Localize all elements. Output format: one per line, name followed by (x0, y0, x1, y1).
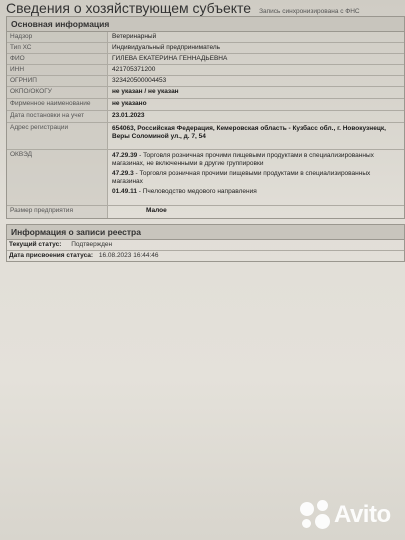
row-value: Индивидуальный предприниматель (112, 44, 221, 51)
row-address (7, 123, 404, 150)
registry-info-table (6, 224, 405, 262)
status-label: Текущий статус: (9, 241, 62, 248)
row-value: 421705371200 (112, 66, 156, 73)
okved-item (112, 152, 400, 168)
row-okpo (7, 87, 404, 99)
row-value: Ветеринарный (112, 33, 157, 40)
row-size (7, 206, 404, 218)
row-label: Дата постановки на учет (7, 111, 108, 122)
row-value: Малое (146, 207, 167, 214)
row-label: Тип ХС (7, 43, 108, 53)
document-header (6, 0, 401, 14)
avito-logo-icon (300, 500, 330, 530)
row-value: не указано (112, 100, 147, 107)
okved-code: 47.29.3 (112, 170, 134, 177)
status-date-label: Дата присвоения статуса: (9, 252, 94, 259)
status-row (7, 240, 404, 251)
row-label: ОКПО/ОКОГУ (7, 87, 108, 98)
row-label: Фирменное наименование (7, 99, 108, 110)
row-nadzor (7, 32, 404, 43)
okved-text: - Торговля розничная прочими пищевыми продуктами в специализированных магазинах (112, 170, 371, 185)
row-value: ГИЛЕВА ЕКАТЕРИНА ГЕННАДЬЕВНА (112, 55, 228, 62)
row-label: ОГРНИП (7, 76, 108, 86)
row-value: 654063, Российская Федерация, Кемеровская область - Кузбасс обл., г. Новокузнецк, Веры Соломиной ул., д. 7, 54 (112, 125, 386, 140)
row-label: Размер предприятия (7, 206, 108, 218)
avito-watermark (300, 500, 391, 530)
row-fio (7, 54, 404, 65)
okved-item (112, 170, 400, 186)
row-value: не указан / не указан (112, 88, 179, 95)
okved-list (108, 150, 404, 205)
section-title-main-info: Основная информация (7, 17, 404, 32)
row-okved (7, 150, 404, 206)
row-ogrnip (7, 76, 404, 87)
status-date-row (7, 251, 404, 261)
row-inn (7, 65, 404, 76)
okved-code: 47.29.39 (112, 152, 138, 159)
row-label: Адрес регистрации (7, 123, 108, 149)
sync-note: Запись синхронизирована с ФНС (259, 8, 360, 15)
row-label: ФИО (7, 54, 108, 64)
main-info-table (6, 16, 405, 219)
row-value: 23.01.2023 (112, 112, 145, 119)
page-title: Сведения о хозяйствующем субъекте (6, 0, 252, 16)
okved-text: - Пчеловодство медового направления (138, 188, 257, 195)
status-date-value: 16.08.2023 16:44:46 (98, 252, 159, 259)
row-label: Надзор (7, 32, 108, 42)
okved-item (112, 188, 400, 196)
row-value: 323420500004453 (112, 77, 167, 84)
section-title-registry: Информация о записи реестра (7, 225, 404, 240)
row-label: ИНН (7, 65, 108, 75)
okved-text: - Торговля розничная прочими пищевыми продуктами в специализированных магазинах, не включенными в другие группировки (112, 152, 374, 167)
okved-code: 01.49.11 (112, 188, 137, 195)
row-firm-name (7, 99, 404, 111)
status-badge: Подтвержден (71, 241, 113, 248)
row-reg-date (7, 111, 404, 123)
row-label: ОКВЭД (7, 150, 108, 205)
row-type (7, 43, 404, 54)
avito-wordmark: Avito (334, 501, 391, 528)
